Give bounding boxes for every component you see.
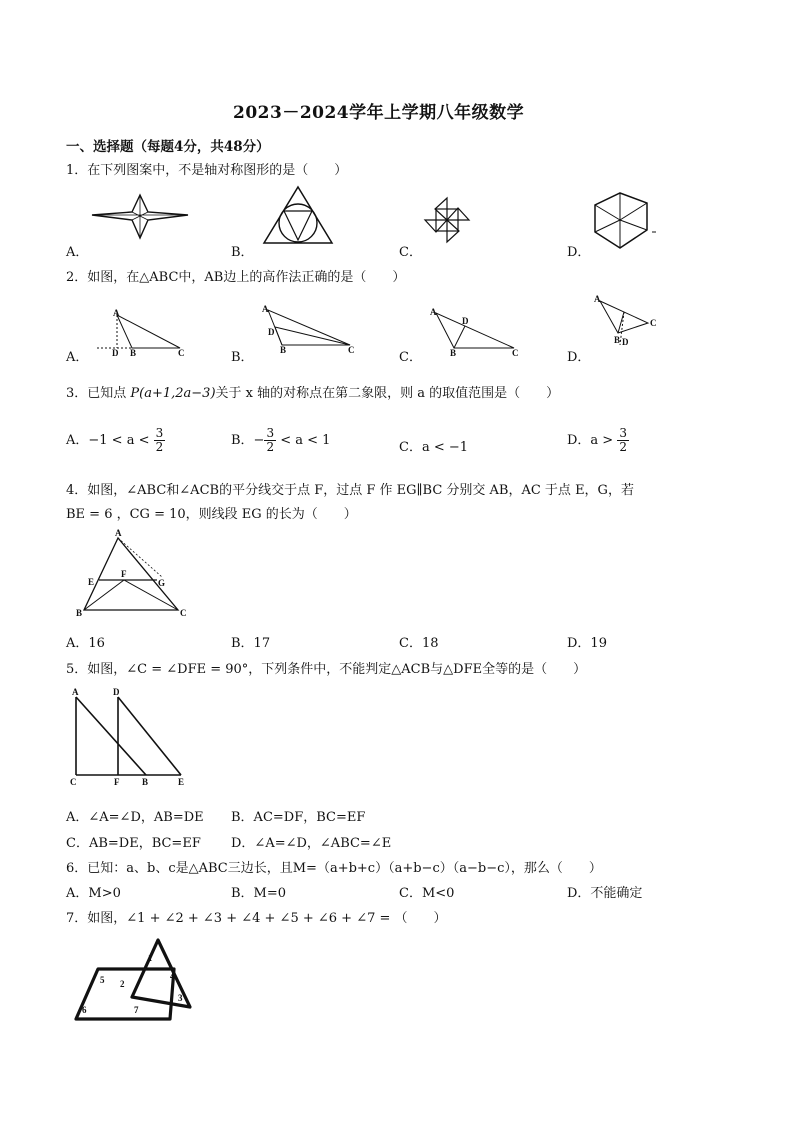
- q1-option-b[interactable]: B．: [231, 245, 254, 260]
- q5-option-b[interactable]: B．AC=DF，BC=EF: [231, 810, 366, 825]
- q1-figure-d-hexagon: [590, 190, 660, 252]
- q3-option-c[interactable]: C．a < −1: [399, 440, 469, 455]
- page-title: 2023－2024学年上学期八年级数学: [233, 103, 525, 123]
- svg-text:E: E: [178, 777, 185, 787]
- svg-text:3: 3: [178, 993, 183, 1003]
- q1-figure-a-star: [90, 190, 190, 250]
- svg-text:1: 1: [148, 953, 153, 963]
- svg-text:4: 4: [170, 971, 175, 981]
- svg-text:E: E: [88, 577, 95, 587]
- question-6-stem: 6．已知：a、b、c是△ABC三边长，且M=（a+b+c）（a+b−c）（a−b−c），那么（ ）: [66, 861, 602, 876]
- svg-text:B: B: [76, 608, 83, 618]
- question-7-stem: 7．如图，∠1 + ∠2 + ∠3 + ∠4 + ∠5 + ∠6 + ∠7 = （ ）: [66, 911, 447, 926]
- svg-text:F: F: [121, 569, 127, 579]
- q2-option-a[interactable]: A．: [66, 350, 89, 365]
- svg-text:D: D: [622, 337, 629, 347]
- svg-text:7: 7: [134, 1005, 139, 1015]
- svg-text:C: C: [650, 318, 657, 328]
- svg-text:C: C: [70, 777, 77, 787]
- svg-text:A: A: [113, 308, 120, 318]
- svg-text:5: 5: [100, 975, 105, 985]
- svg-text:F: F: [114, 777, 120, 787]
- svg-text:A: A: [72, 687, 79, 697]
- q2-figure-b: [262, 305, 362, 355]
- q4-option-b[interactable]: B．17: [231, 636, 271, 651]
- svg-text:B: B: [142, 777, 149, 787]
- q2-option-c[interactable]: C．: [399, 350, 422, 365]
- svg-text:6: 6: [82, 1005, 87, 1015]
- q2-option-d[interactable]: D．: [567, 350, 591, 365]
- q4-option-a[interactable]: A．16: [66, 636, 105, 651]
- q6-option-a[interactable]: A．M>0: [66, 886, 121, 901]
- svg-text:A: A: [430, 307, 437, 317]
- q6-option-d[interactable]: D．不能确定: [567, 886, 643, 901]
- q1-figure-b-triangle-circle: [262, 185, 334, 247]
- q7-figure: [70, 935, 205, 1027]
- svg-text:B: B: [450, 348, 457, 358]
- svg-text:G: G: [158, 578, 166, 588]
- q4-option-d[interactable]: D．19: [567, 636, 607, 651]
- q3-option-a[interactable]: A．−1 < a < $\frac{3}{2}$: [66, 426, 164, 454]
- svg-text:C: C: [178, 348, 185, 358]
- q4-figure: [72, 530, 192, 620]
- svg-text:C: C: [348, 345, 355, 355]
- svg-text:B: B: [614, 335, 621, 345]
- svg-text:D: D: [268, 327, 275, 337]
- svg-text:A: A: [262, 304, 269, 314]
- q5-option-c[interactable]: C．AB=DE，BC=EF: [66, 836, 201, 851]
- q4-option-c[interactable]: C．18: [399, 636, 439, 651]
- svg-text:D: D: [112, 348, 119, 358]
- q2-figure-c: [430, 308, 530, 356]
- q1-option-c[interactable]: C．: [399, 245, 422, 260]
- q2-figure-a: [92, 310, 192, 358]
- svg-text:B: B: [280, 345, 287, 355]
- svg-text:B: B: [130, 348, 137, 358]
- question-1-stem: 1．在下列图案中，不是轴对称图形的是（ ）: [66, 163, 348, 178]
- svg-text:A: A: [115, 528, 122, 538]
- question-4-stem-line2: BE = 6 ，CG = 10，则线段 EG 的长为（ ）: [66, 507, 357, 522]
- q5-option-a[interactable]: A．∠A=∠D，AB=DE: [66, 810, 204, 825]
- q1-option-d[interactable]: D．: [567, 245, 591, 260]
- svg-text:D: D: [462, 316, 469, 326]
- svg-text:D: D: [113, 687, 120, 697]
- q3-option-d[interactable]: D．a > $\frac{3}{2}$: [567, 426, 627, 454]
- q2-figure-d: [594, 293, 674, 349]
- q1-figure-c-pinwheel: [422, 195, 472, 245]
- question-2-stem: 2．如图，在△ABC中，AB边上的高作法正确的是（ ）: [66, 270, 406, 285]
- svg-text:A: A: [594, 294, 601, 304]
- q6-option-c[interactable]: C．M<0: [399, 886, 455, 901]
- question-3-stem: 3．已知点 P(a+1,2a−3)关于 x 轴的对称点在第二象限，则 a 的取值范围是（ ）: [66, 386, 560, 401]
- q1-option-a[interactable]: A．: [66, 245, 89, 260]
- svg-text:C: C: [512, 348, 519, 358]
- q5-option-d[interactable]: D．∠A=∠D，∠ABC=∠E: [231, 836, 392, 851]
- q6-option-b[interactable]: B．M=0: [231, 886, 287, 901]
- svg-text:C: C: [180, 608, 187, 618]
- svg-text:2: 2: [120, 979, 125, 989]
- q2-option-b[interactable]: B．: [231, 350, 254, 365]
- q3-option-b[interactable]: B．− $\frac{3}{2}$ < a < 1: [231, 426, 331, 454]
- question-4-stem-line1: 4．如图，∠ABC和∠ACB的平分线交于点 F，过点 F 作 EG∥BC 分别交 AB，AC 于点 E，G，若: [66, 483, 634, 498]
- question-5-stem: 5．如图，∠C = ∠DFE = 90°，下列条件中，不能判定△ACB与△DFE全等的是（ ）: [66, 662, 587, 677]
- q5-figure: [66, 685, 196, 795]
- section-heading: 一、选择题（每题4分，共48分）: [66, 139, 270, 155]
